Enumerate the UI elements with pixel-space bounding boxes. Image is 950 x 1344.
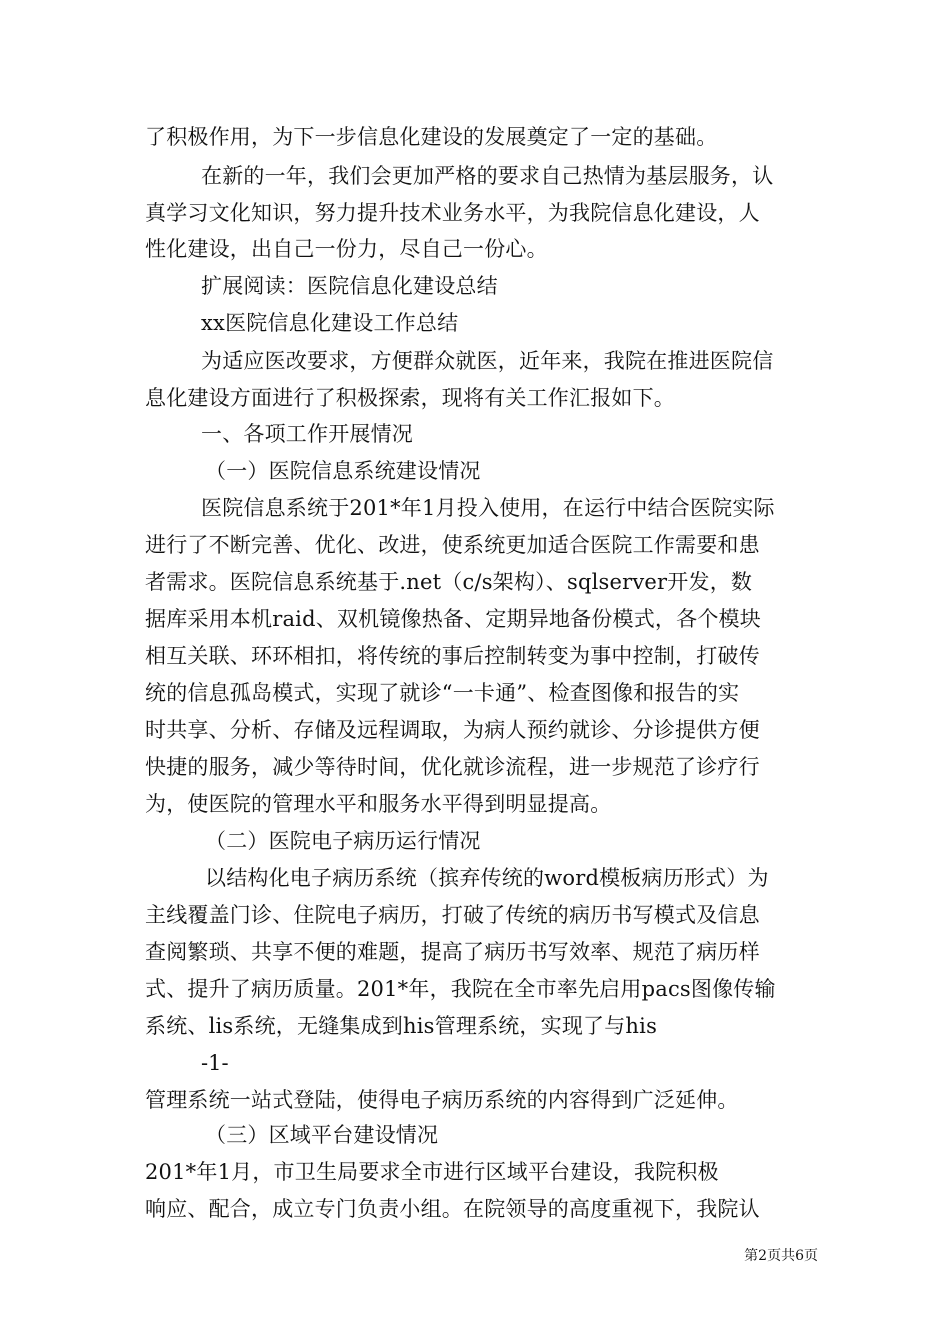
text-line: 为适应医改要求，方便群众就医，近年来，我院在推进医院信	[201, 349, 774, 373]
text-line: 为，使医院的管理水平和服务水平得到明显提高。	[145, 792, 612, 816]
text-line: 时共享、分析、存储及远程调取，为病人预约就诊、分诊提供方便	[145, 718, 760, 742]
text-line: 据库采用本机raid、双机镜像热备、定期异地备份模式，各个模块	[145, 607, 761, 631]
heading-extended-reading: 扩展阅读：医院信息化建设总结	[201, 274, 498, 298]
text-line: 快捷的服务，减少等待时间，优化就诊流程，进一步规范了诊疗行	[145, 755, 760, 779]
text-line: 息化建设方面进行了积极探索，现将有关工作汇报如下。	[145, 386, 675, 410]
subsection-heading: （一）医院信息系统建设情况	[205, 459, 481, 483]
text-line: 管理系统一站式登陆，使得电子病历系统的内容得到广泛延伸。	[145, 1088, 739, 1112]
text-line: 响应、配合，成立专门负责小组。在院领导的高度重视下，我院认	[145, 1197, 760, 1221]
text-line: 201*年1月，市卫生局要求全市进行区域平台建设，我院积极	[145, 1160, 719, 1184]
subsection-heading: （三）区域平台建设情况	[205, 1123, 439, 1147]
inline-page-number: -1-	[201, 1051, 229, 1075]
text-line: 医院信息系统于201*年1月投入使用，在运行中结合医院实际	[201, 496, 775, 520]
text-line: 进行了不断完善、优化、改进，使系统更加适合医院工作需要和患	[145, 533, 760, 557]
text-line: 者需求。医院信息系统基于.net（c/s架构）、sqlserver开发，数	[145, 570, 753, 594]
text-line: 查阅繁琐、共享不便的难题，提高了病历书写效率、规范了病历样	[145, 940, 760, 964]
text-line: 相互关联、环环相扣，将传统的事后控制转变为事中控制，打破传	[145, 644, 760, 668]
document-title: xx医院信息化建设工作总结	[201, 311, 459, 335]
text-line: 真学习文化知识，努力提升技术业务水平，为我院信息化建设，人	[145, 201, 760, 225]
text-line: 式、提升了病历质量。201*年，我院在全市率先启用pacs图像传输	[145, 977, 776, 1001]
subsection-heading: （二）医院电子病历运行情况	[205, 829, 481, 853]
text-line: 性化建设，出自己一份力，尽自己一份心。	[145, 237, 548, 261]
page-footer: 第2页共6页	[744, 1248, 818, 1264]
text-line: 在新的一年，我们会更加严格的要求自己热情为基层服务，认	[201, 164, 774, 188]
section-heading: 一、各项工作开展情况	[201, 422, 413, 446]
text-line: 系统、lis系统，无缝集成到his管理系统，实现了与his	[145, 1014, 658, 1038]
text-line: 以结构化电子病历系统（摈弃传统的word模板病历形式）为	[205, 866, 769, 890]
text-line: 了积极作用，为下一步信息化建设的发展奠定了一定的基础。	[145, 125, 718, 149]
text-line: 统的信息孤岛模式，实现了就诊“一卡通”、检查图像和报告的实	[145, 681, 740, 705]
text-line: 主线覆盖门诊、住院电子病历，打破了传统的病历书写模式及信息	[145, 903, 760, 927]
